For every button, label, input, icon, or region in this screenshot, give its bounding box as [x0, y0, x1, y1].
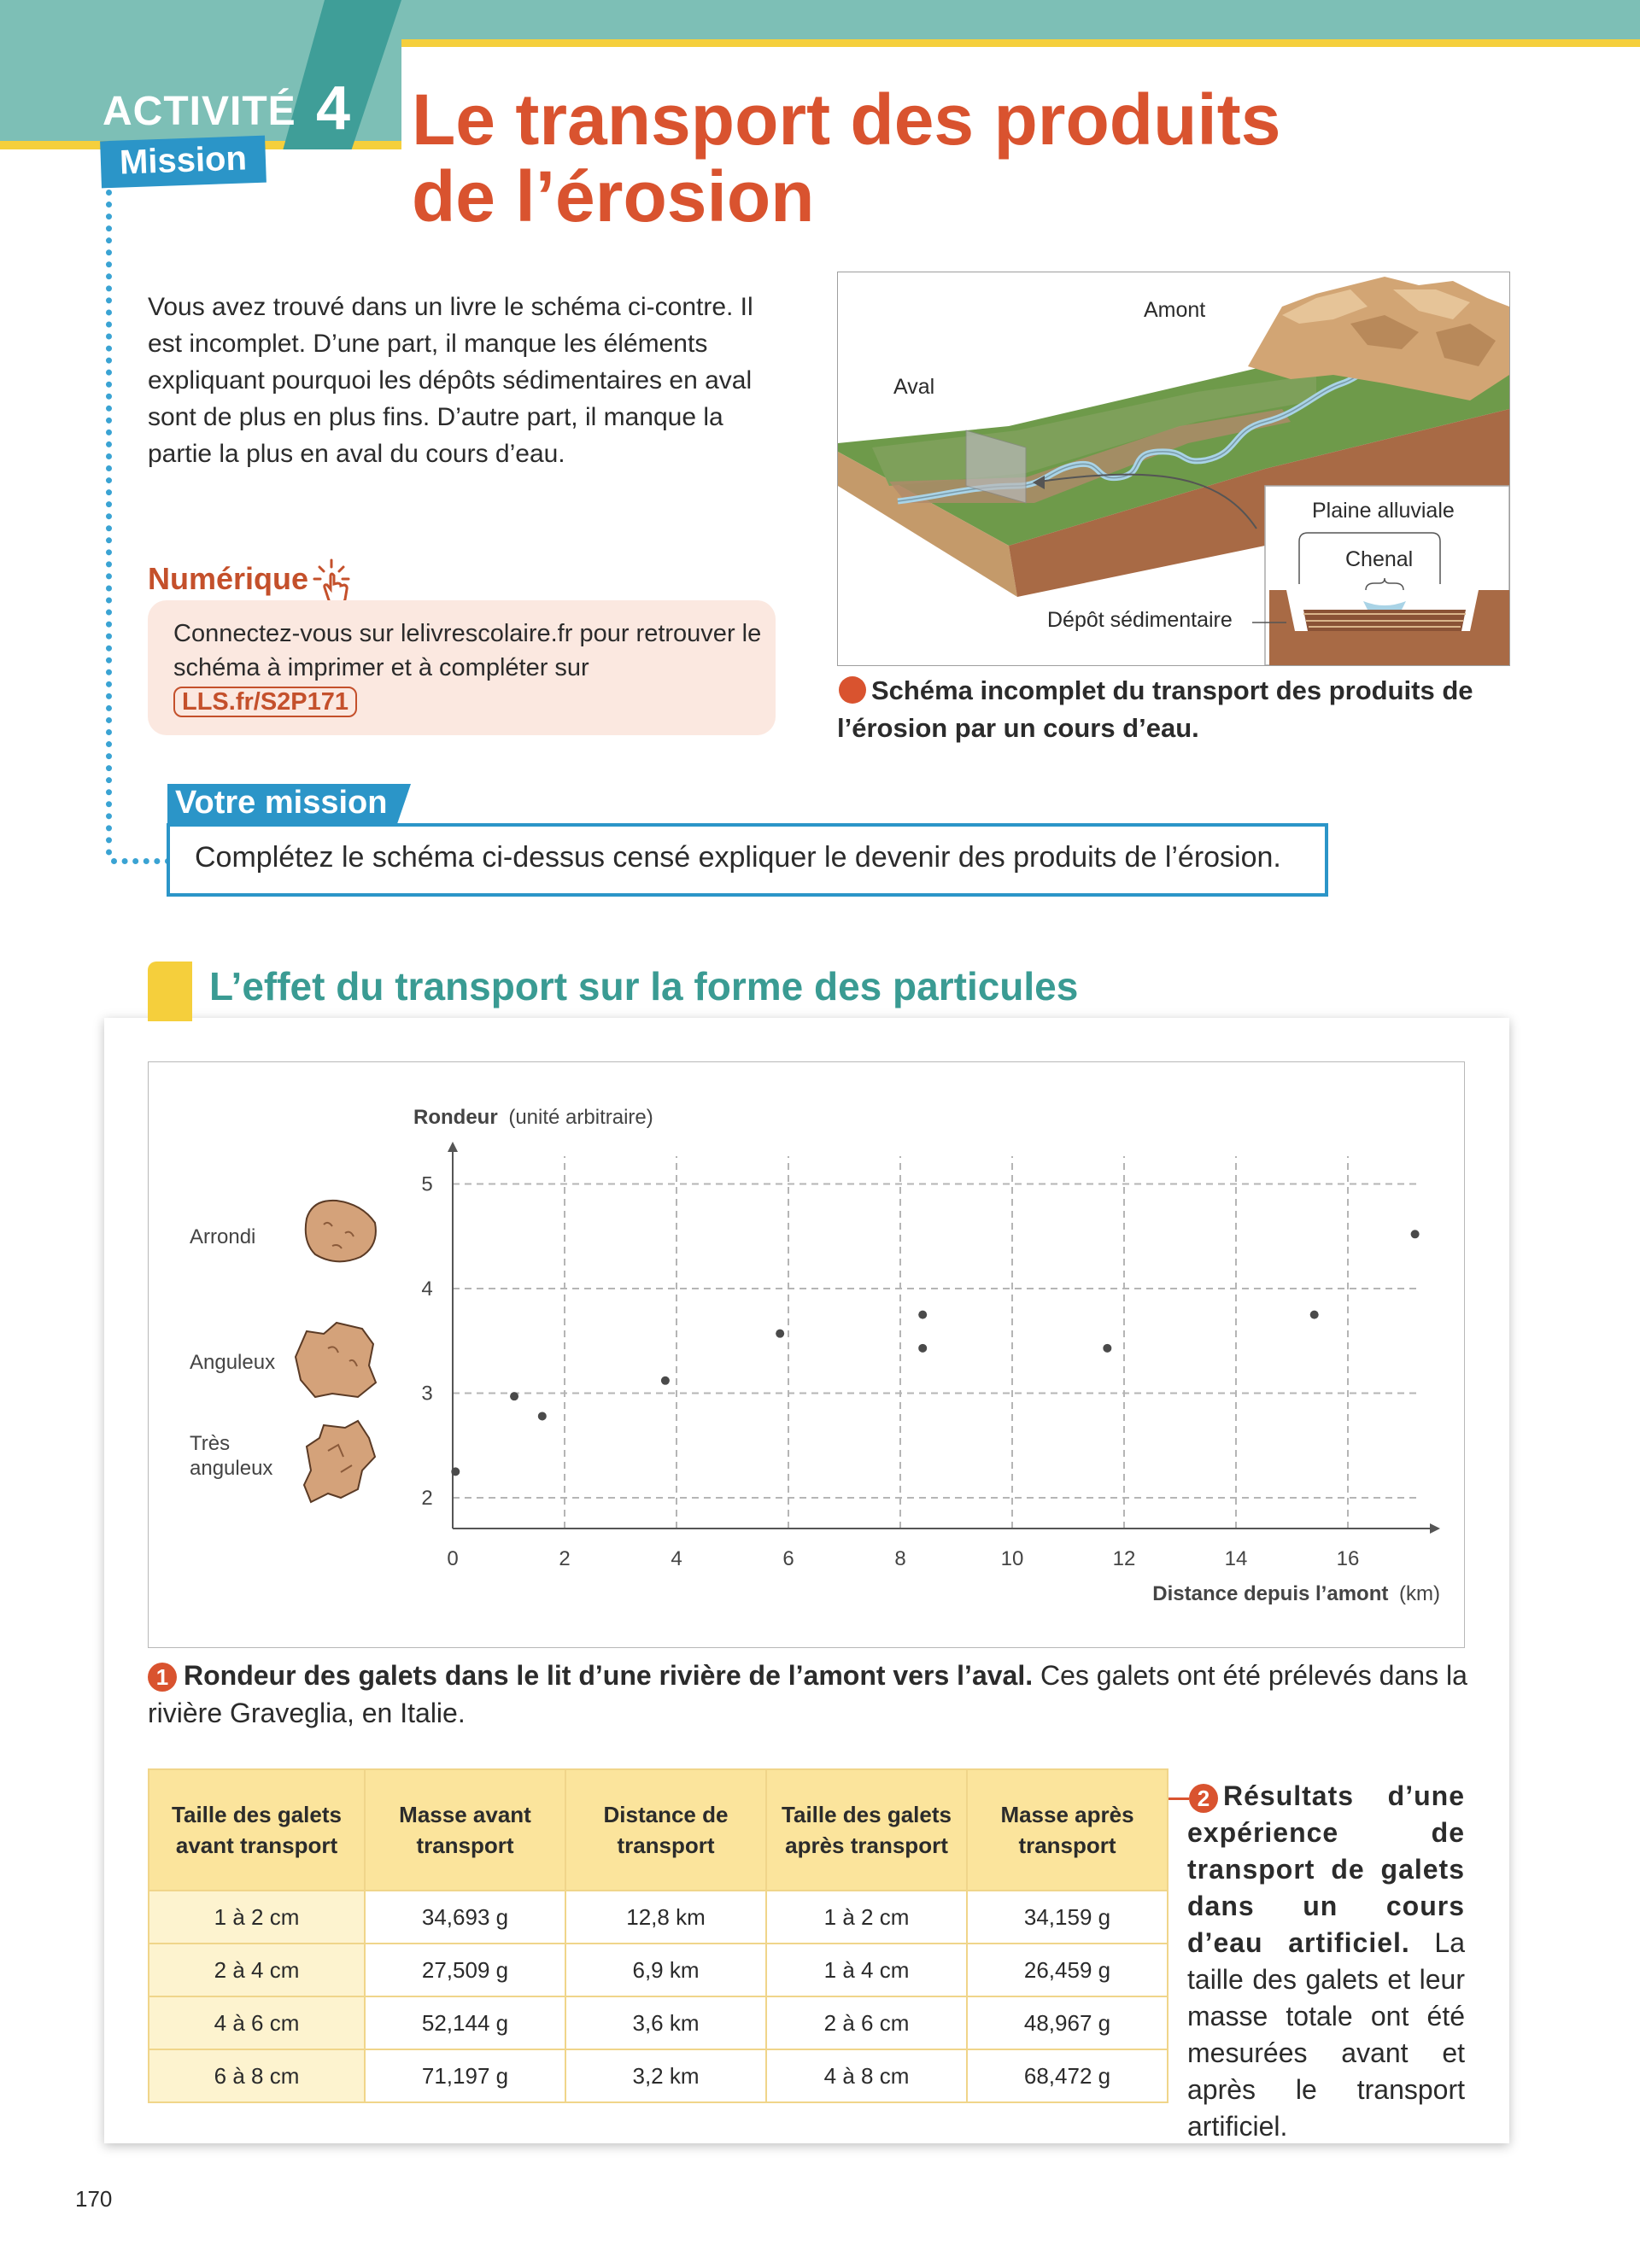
x-tick-label: 0 — [447, 1547, 459, 1570]
table-body — [149, 1891, 1168, 2102]
data-point — [776, 1330, 784, 1338]
table-caption-rest: La taille des galets et leur masse totale ont été mesurées avant et après le transport artificiel. — [1187, 1927, 1465, 2142]
mission-label: Votre mission — [175, 785, 388, 821]
table-cell: 6 à 8 cm — [149, 2049, 365, 2102]
table-row — [149, 1891, 1168, 1944]
table-cell: 71,197 g — [365, 2049, 565, 2102]
table-caption — [1187, 1778, 1465, 2145]
legend-label: Très anguleux — [190, 1432, 273, 1480]
table-header-row — [149, 1769, 1168, 1891]
table-caption-number: 2 — [1189, 1784, 1218, 1813]
table-cell: 6,9 km — [565, 1944, 766, 1996]
table-cell: 1 à 4 cm — [766, 1944, 967, 1996]
table-header-cell: Masse avant transport — [365, 1769, 565, 1891]
dotted-guide-vertical — [106, 190, 112, 856]
pebble-very-angular-icon — [304, 1421, 375, 1502]
data-point — [918, 1311, 927, 1319]
activity-label: ACTIVITÉ — [102, 89, 296, 134]
data-point — [1411, 1230, 1420, 1238]
numerique-label: Numérique — [148, 561, 309, 596]
table-caption-bold: Résultats d’une expérience de transport de galets dans un cours d’eau artificiel. — [1187, 1780, 1465, 1958]
table-row — [149, 1996, 1168, 2049]
y-tick-label: 2 — [421, 1487, 433, 1510]
x-tick-label: 16 — [1336, 1547, 1360, 1570]
data-point — [451, 1467, 460, 1476]
data-point — [1103, 1344, 1111, 1353]
table-cell: 48,967 g — [967, 1996, 1168, 2049]
legend-label: Arrondi — [190, 1225, 256, 1248]
mission-badge: Mission — [100, 136, 266, 189]
table-cell: 3,2 km — [565, 2049, 766, 2102]
table-row — [149, 1944, 1168, 1996]
table-cell: 2 à 6 cm — [766, 1996, 967, 2049]
table-header-cell: Taille des galets après transport — [766, 1769, 967, 1891]
table-header-cell: Taille des galets avant transport — [149, 1769, 365, 1891]
label-amont: Amont — [1144, 298, 1206, 322]
table-cell: 4 à 8 cm — [766, 2049, 967, 2102]
dotted-guide-horizontal — [111, 858, 171, 864]
y-tick-label: 5 — [421, 1172, 433, 1196]
chart-legend — [190, 1225, 275, 1480]
x-tick-label: 4 — [671, 1547, 682, 1570]
page-title — [412, 81, 1522, 235]
chart-axes — [448, 1142, 1440, 1534]
label-plaine-alluviale: Plaine alluviale — [1312, 499, 1455, 523]
page-title-line2: de l’érosion — [412, 156, 815, 237]
river-diagram-illustration — [838, 272, 1509, 665]
chart-caption-rest: Ces galets ont été prélevés dans la rivière Graveglia, en Italie. — [148, 1660, 1467, 1728]
section-title: L’effet du transport sur la forme des particules — [209, 964, 1079, 1008]
pebble-angular-icon — [296, 1323, 376, 1397]
data-point — [510, 1392, 518, 1400]
mission-text: Complétez le schéma ci-dessus censé expliquer le devenir des produits de l’érosion. — [195, 841, 1281, 874]
chart-caption — [148, 1657, 1467, 1732]
y-axis-label-bold: Rondeur — [413, 1106, 498, 1129]
x-tick-label: 10 — [1000, 1547, 1024, 1570]
table-cell: 12,8 km — [565, 1891, 766, 1944]
x-axis-label-rest: (km) — [1399, 1582, 1440, 1605]
x-tick-label: 14 — [1224, 1547, 1248, 1570]
x-tick-label: 6 — [782, 1547, 794, 1570]
y-axis-label-rest: (unité arbitraire) — [508, 1106, 653, 1129]
table-cell: 1 à 2 cm — [149, 1891, 365, 1944]
label-depot-sedimentaire: Dépôt sédimentaire — [1047, 608, 1233, 632]
activity-number: 4 — [316, 74, 351, 143]
table-header-cell: Distance de transport — [565, 1769, 766, 1891]
data-point — [918, 1344, 927, 1353]
section-marker — [148, 962, 192, 1021]
page-number: 170 — [75, 2186, 113, 2212]
y-tick-label: 3 — [421, 1382, 433, 1406]
chart-caption-number: 1 — [148, 1663, 177, 1692]
table-cell: 52,144 g — [365, 1996, 565, 2049]
table-row — [149, 2049, 1168, 2102]
y-tick-label: 4 — [421, 1277, 433, 1301]
table-cell: 4 à 6 cm — [149, 1996, 365, 2049]
x-tick-label: 12 — [1112, 1547, 1136, 1570]
chart-caption-bold: Rondeur des galets dans le lit d’une rivière de l’amont vers l’aval. — [184, 1660, 1034, 1691]
label-aval: Aval — [893, 375, 935, 399]
table-cell: 68,472 g — [967, 2049, 1168, 2102]
data-point — [661, 1377, 670, 1385]
x-tick-label: 2 — [559, 1547, 571, 1570]
table-header-cell: Masse après transport — [967, 1769, 1168, 1891]
header-accent-line — [401, 39, 1640, 47]
table-cell: 34,693 g — [365, 1891, 565, 1944]
table-cell: 3,6 km — [565, 1996, 766, 2049]
river-diagram — [837, 272, 1510, 666]
x-axis-label — [1152, 1582, 1440, 1605]
legend-label: Anguleux — [190, 1350, 276, 1374]
diagram-caption: Schéma incomplet du transport des produits de l’érosion par un cours d’eau. — [837, 675, 1473, 743]
intro-paragraph: Vous avez trouvé dans un livre le schéma ci-contre. Il est incomplet. D’une part, il manque les éléments expliquant pourquoi les dépôts sédimentaires en aval sont de plus en plus fins. D’autre part, il manque la partie la plus en aval du cours d’eau. — [148, 293, 753, 468]
x-axis-label-bold: Distance depuis l’amont — [1152, 1582, 1389, 1605]
results-table — [148, 1768, 1168, 2103]
numerique-text — [173, 617, 763, 719]
numerique-link[interactable]: LLS.fr/S2P171 — [173, 687, 357, 717]
table-cell: 26,459 g — [967, 1944, 1168, 1996]
chart-points — [451, 1230, 1419, 1476]
chart-ticks — [421, 1173, 1359, 1571]
y-axis-label — [413, 1106, 653, 1129]
numerique-body: Connectez-vous sur lelivrescolaire.fr pour retrouver le schéma à imprimer et à compléter sur — [173, 620, 762, 681]
table-cell: 34,159 g — [967, 1891, 1168, 1944]
data-point — [538, 1412, 547, 1420]
pebble-rounded-icon — [306, 1201, 376, 1261]
data-point — [1310, 1311, 1319, 1319]
chart-grid — [453, 1156, 1421, 1529]
label-chenal: Chenal — [1345, 547, 1414, 571]
table-cell: 1 à 2 cm — [766, 1891, 967, 1944]
roundness-chart — [149, 1062, 1464, 1647]
caption-connector — [1168, 1797, 1189, 1800]
table-cell: 2 à 4 cm — [149, 1944, 365, 1996]
page-title-line1: Le transport des produits — [412, 79, 1281, 160]
chart-frame — [148, 1061, 1465, 1648]
x-tick-label: 8 — [894, 1547, 906, 1570]
table-cell: 27,509 g — [365, 1944, 565, 1996]
